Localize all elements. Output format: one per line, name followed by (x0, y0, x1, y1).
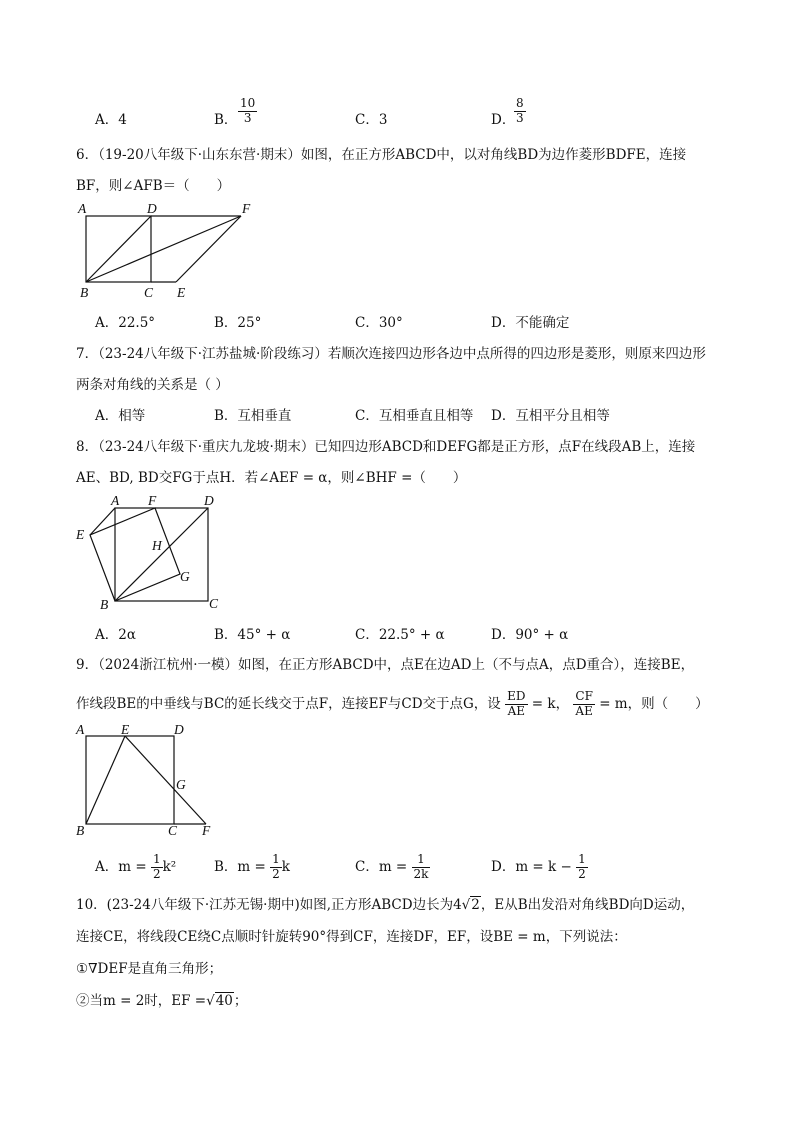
q6-figure (70, 198, 270, 302)
q6-option-c: C．30° (355, 315, 403, 331)
q9-option-a-numerator: 1 (152, 852, 161, 866)
q10-stem-line1-b: ，E从B出发沿对角线BD向D运动， (480, 897, 695, 913)
q9-fraction-ed-ae-denominator: AE (507, 703, 526, 718)
q9-figure (70, 718, 230, 840)
q7-stem-line1: 7．（23-24八年级下·江苏盐城·阶段练习）若顺次连接四边形各边中点所得的四边形是菱形，则原来四边形 (76, 346, 706, 362)
q6-label-e: E (177, 285, 186, 300)
q8-label-e: E (76, 527, 85, 542)
q10-item-1-text: ∇DEF是直角三角形； (88, 961, 223, 977)
q9-option-b (214, 853, 290, 882)
q9-option-b-numerator: 1 (272, 852, 280, 866)
q8-figure (70, 490, 240, 612)
q7-stem-line2: 两条对角线的关系是（ ） (76, 377, 229, 393)
q8-label-g: G (180, 569, 190, 584)
q8-option-a: A．2α (95, 627, 136, 643)
q8-option-d: D．90° + α (491, 627, 569, 643)
q10-item-2-text: 当m = 2时，EF = (89, 993, 207, 1009)
q9-option-d-numerator: 1 (578, 852, 586, 866)
q5-option-b-denominator: 3 (243, 110, 252, 125)
q9-fraction-ed-ae-numerator: ED (507, 689, 526, 703)
q9-fraction-ed-ae (505, 690, 527, 719)
q6-label-d: D (147, 201, 157, 216)
q6-option-d: D．不能确定 (491, 315, 570, 331)
q8-stem-line2: AE、BD, BD交FG于点H．若∠AEF = α，则∠BHF =（ ） (76, 470, 467, 486)
q5-option-b-numerator: 10 (240, 96, 256, 110)
q6-stem-line1: 6．（19-20八年级下·山东东营·期末）如图，在正方形ABCD中，以对角线BD为边作菱形BDFE，连接 (76, 147, 687, 163)
q9-option-c-label: C．m = (355, 858, 408, 875)
q10-item-1-number: ① (76, 961, 89, 977)
q7-option-a: A．相等 (95, 408, 146, 424)
q8-square-befg (90, 508, 180, 601)
q9-option-b-denominator: 2 (272, 866, 280, 881)
q9-stem-line2-text: 作线段BE的中垂线与BC的延长线交于点F，连接EF与CD交于点G，设 (76, 695, 501, 712)
q6-label-f: F (242, 201, 251, 216)
q9-line-BE (86, 736, 125, 824)
q8-label-h: H (152, 538, 162, 553)
q8-label-f: F (148, 493, 157, 508)
q10-item-1 (76, 957, 222, 977)
q8-stem-line1: 8．（23-24八年级下·重庆九龙坡·期末）已知四边形ABCD和DEFG都是正方形，点F在线段AB上，连接 (76, 439, 696, 455)
q9-label-e: E (121, 722, 130, 737)
q9-fraction-cf-ae-denominator: AE (575, 703, 593, 718)
q5-option-a: A．4 (95, 112, 127, 128)
q10-sqrt-value: 2 (471, 897, 480, 913)
q9-fraction-cf-ae-numerator: CF (575, 689, 593, 703)
q9-option-c-denominator: 2k (413, 866, 429, 881)
q10-item-2-sqrt-value: 40 (215, 993, 233, 1009)
q9-label-g: G (176, 777, 186, 792)
q5-option-b-label: B． (214, 112, 238, 128)
q9-option-d-label: D．m = k − (491, 858, 572, 875)
q6-line-EF (176, 216, 241, 282)
q9-option-a (95, 853, 176, 882)
q9-label-d: D (174, 722, 184, 737)
q5-option-d-denominator: 3 (516, 110, 524, 125)
q9-label-f: F (202, 823, 211, 838)
q5-option-d-numerator: 8 (516, 96, 524, 110)
q8-option-c: C．22.5° + α (355, 627, 445, 643)
q9-option-a-tail: k² (162, 858, 177, 875)
q10-item-2-tail: ； (233, 993, 248, 1009)
q9-eq-k: = k， (531, 695, 570, 712)
q8-diagonal-BD (115, 508, 208, 601)
q9-option-d (491, 853, 588, 882)
q9-option-a-denominator: 2 (152, 866, 161, 881)
q10-item-2-number: ② (76, 993, 90, 1009)
q8-label-a: A (111, 493, 120, 508)
q7-option-d: D．互相平分且相等 (491, 408, 610, 424)
q6-line-BF (86, 216, 241, 282)
q10-stem-line1: 10．(23-24八年级下·江苏无锡·期中)如图,正方形ABCD边长为4√2，E从B出发沿对角线BD向D运动， (76, 897, 695, 913)
q7-option-c: C．互相垂直且相等 (355, 408, 474, 424)
q10-stem-line2: 连接CE，将线段CE绕C点顺时针旋转90°得到CF，连接DF，EF，设BE = m，下列说法： (76, 929, 627, 945)
q9-label-a: A (76, 722, 85, 737)
q9-option-b-fraction (270, 853, 282, 882)
q9-option-c (355, 853, 430, 882)
q9-option-a-fraction (151, 853, 163, 882)
q8-line-AE (90, 508, 115, 535)
q10-stem-line1-a: 10．(23-24八年级下·江苏无锡·期中)如图,正方形ABCD边长为4 (76, 897, 462, 913)
q6-label-b: B (80, 285, 89, 300)
q6-option-a: A．22.5° (95, 315, 156, 331)
q5-option-d-label: D． (491, 112, 516, 128)
q9-option-c-numerator: 1 (412, 853, 431, 868)
q9-label-b: B (76, 823, 85, 838)
q6-stem-line2: BF，则∠AFB＝（ ） (76, 178, 231, 194)
q6-option-b: B．25° (214, 315, 262, 331)
q5-option-d-fraction (514, 97, 526, 126)
q8-label-d: D (204, 493, 214, 508)
q9-line-EF (125, 736, 206, 824)
q10-item-2: ②当m = 2时，EF =√40； (76, 993, 248, 1009)
q9-stem-line2 (76, 690, 709, 719)
q8-label-b: B (100, 597, 109, 612)
q9-option-d-fraction (576, 853, 588, 882)
q6-label-a: A (78, 201, 87, 216)
q9-square (86, 736, 174, 824)
q9-option-a-label: A．m = (95, 858, 147, 875)
q9-option-b-tail: k (281, 858, 290, 875)
q6-label-c: C (144, 285, 154, 300)
q5-option-c: C．3 (355, 112, 388, 128)
q6-diagonal-BD (86, 216, 151, 282)
q8-option-b: B．45° + α (214, 627, 291, 643)
q5-option-b-fraction (238, 97, 257, 126)
q7-option-b: B．互相垂直 (214, 408, 292, 424)
q9-option-b-label: B．m = (214, 858, 266, 875)
q9-stem-line1: 9．（2024浙江杭州·一模）如图，在正方形ABCD中，点E在边AD上（不与点A，点D重合），连接BE， (76, 657, 695, 673)
q9-fraction-cf-ae (573, 690, 595, 719)
q9-eq-m: = m，则（ ） (599, 695, 709, 712)
q9-label-c: C (168, 823, 178, 838)
q8-label-c: C (209, 596, 219, 611)
q9-option-d-denominator: 2 (578, 866, 586, 881)
q9-option-c-fraction (412, 853, 431, 882)
